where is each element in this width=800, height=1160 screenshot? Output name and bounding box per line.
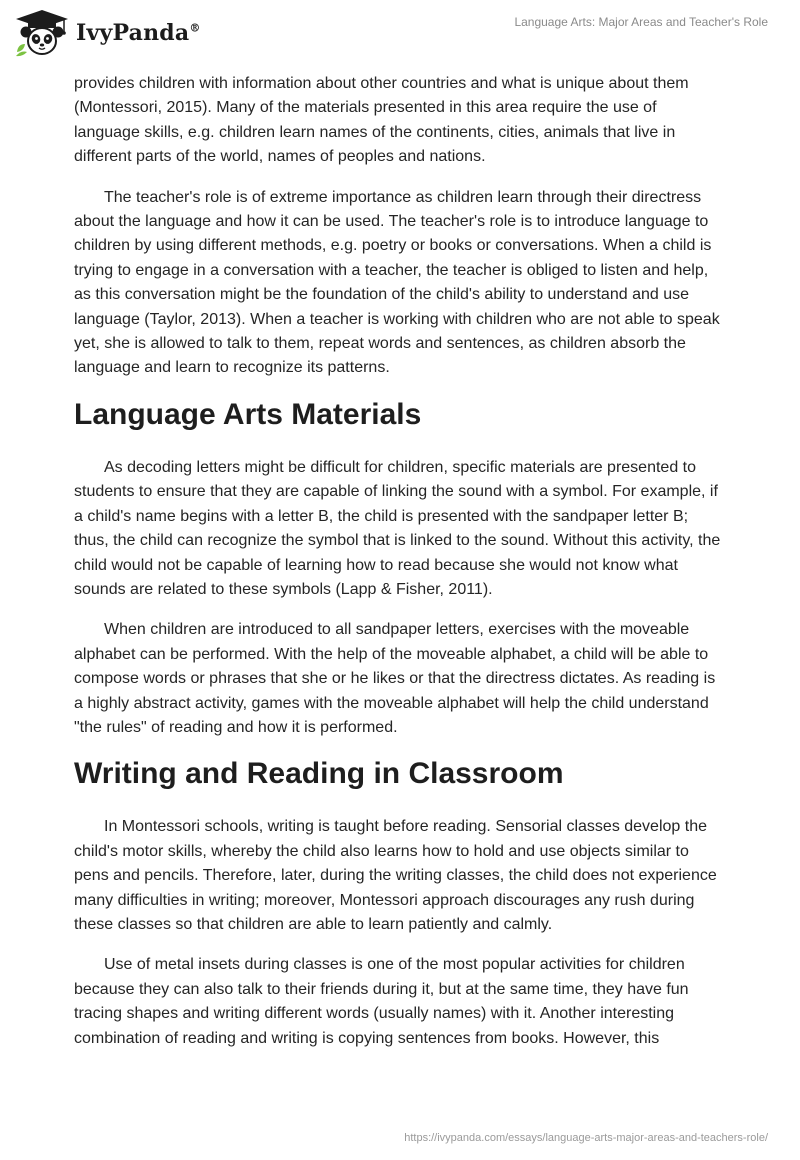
paragraph-montessori: In Montessori schools, writing is taught before reading. Sensorial classes develop the child's motor skills, whereby the child also learns how to hold and use objects similar to pens and pencils. Therefore, later, during the writing classes, the child does not experience many difficulties in writing; moreover, Montessori approach discourages any rush during these classes so that children are able to learn patiently and calmly. — [74, 818, 717, 933]
heading-language-arts-materials: Language Arts Materials — [74, 397, 422, 431]
paragraph-teacher-role: The teacher's role is of extreme importance as children learn through their directress about the language and how it can be used. The teacher's role is to introduce language to children by using different methods, e.g. poetry or books or conversations. When a child is trying to engage in a conversation with a teacher, the teacher is obliged to listen and help, as this conversation might be the foundation of the child's ability to understand and use language (Taylor, 2013). When a teacher is working with children who are not able to speak yet, she is allowed to talk to them, repeat words and sentences, as children absorb the language and learn to recognize its patterns. — [74, 188, 720, 377]
paragraph-moveable-alphabet: When children are introduced to all sandpaper letters, exercises with the moveable alphabet can be performed. With the help of the moveable alphabet, a child will be able to compose words or phrases that she or he likes or that the directress dictates. As reading is a highly abstract activity, games with the moveable alphabet will help the child understand "the rules" of reading and how it is performed. — [74, 621, 716, 736]
page-header — [0, 0, 800, 70]
brand-logo[interactable] — [14, 8, 201, 58]
paragraph-metal-insets: Use of metal insets during classes is one of the most popular activities for children because they can also talk to their friends during it, but at the same time, they have fun tracing shapes and writing different words (usually names) with it. Another interesting combination of reading and writing is copying sentences from books. However, this — [74, 956, 689, 1047]
paragraph-intro: provides children with information about other countries and what is unique about them (Montessori, 2015). Many of the materials presented in this area require the use of language skills, e.g. children learn names of the continents, cities, animals that live in different parts of the world, names of peoples and nations. — [74, 75, 689, 166]
panda-graduate-icon — [14, 8, 70, 58]
footer-url[interactable]: https://ivypanda.com/essays/language-arts-major-areas-and-teachers-role/ — [404, 1132, 768, 1144]
paragraph-decoding: As decoding letters might be difficult for children, specific materials are presented to students to ensure that they are capable of linking the sound with a symbol. For example, if a child's name begins with a letter B, the child is presented with the sandpaper letter B; thus, the child can recognize the symbol that is linked to the sound. Without this activity, the child would not be capable of learning how to read because she would not know what sounds are related to these symbols (Lapp & Fisher, 2011). — [74, 458, 721, 598]
heading-writing-and-reading: Writing and Reading in Classroom — [74, 757, 564, 791]
brand-name: IvyPanda® — [76, 20, 201, 46]
document-title: Language Arts: Major Areas and Teacher's Role — [514, 15, 768, 29]
essay-body — [74, 72, 726, 1067]
